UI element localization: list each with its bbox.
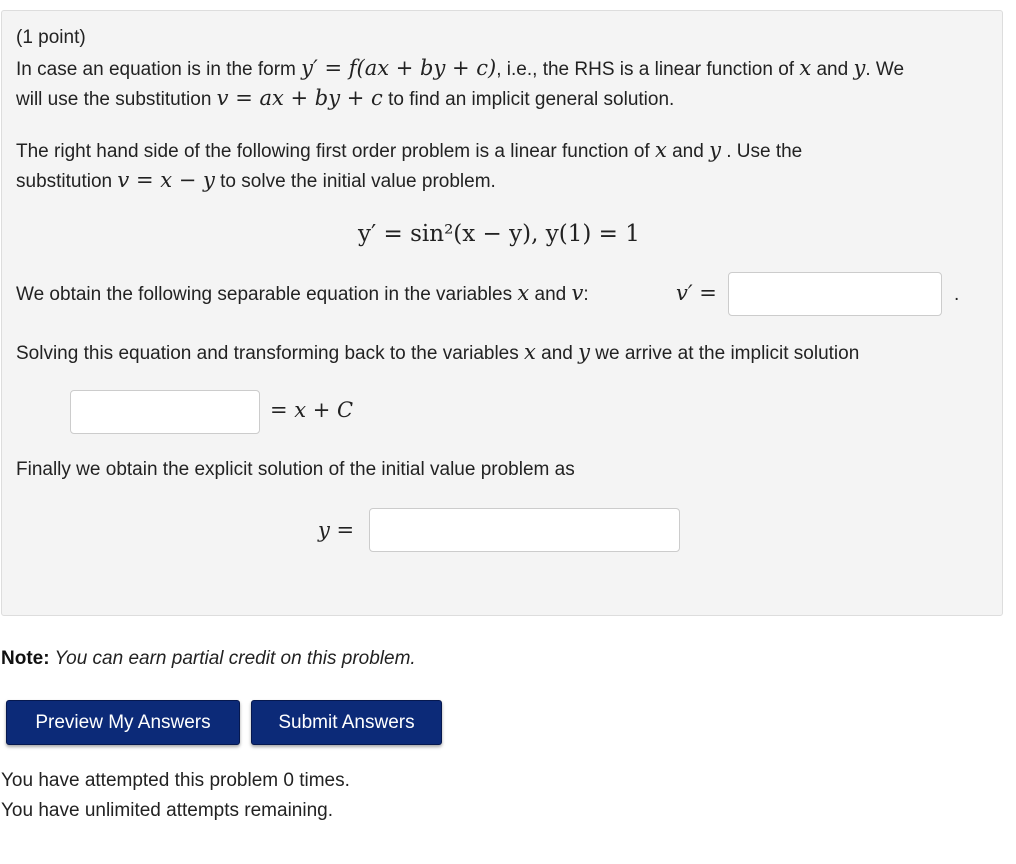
solving-var-y: y (578, 340, 591, 364)
separable-text: We obtain the following separable equation in the variables (16, 284, 518, 305)
note-text: You can earn partial credit on this problem. (49, 648, 416, 669)
preview-answers-button[interactable]: Preview My Answers (6, 700, 240, 745)
intro-text-a: In case an equation is in the form (16, 59, 302, 80)
finally-text: Finally we obtain the explicit solution of the initial value problem as (16, 459, 575, 480)
answer-input-2[interactable] (70, 390, 260, 434)
intro-line-2 (16, 83, 674, 115)
solving-var-x: x (524, 340, 536, 364)
para-text-b: . Use the (720, 141, 803, 162)
attempts-status: You have attempted this problem 0 times. (1, 770, 350, 791)
solving-line (16, 337, 859, 369)
solving-text-a: Solving this equation and transforming back to the variables (16, 343, 525, 364)
remaining-status: You have unlimited attempts remaining. (1, 800, 333, 821)
partial-credit-note (1, 648, 416, 670)
para-var-y: y (709, 138, 721, 162)
answer-input-3[interactable] (369, 508, 680, 552)
separable-lhs: v′ = (676, 281, 717, 305)
intro-var-y: y (853, 56, 866, 80)
separable-text-and: and (529, 284, 572, 305)
para-line-1 (16, 135, 802, 167)
separable-colon: : (583, 284, 589, 305)
intro-substitution: v = ax + by + c (216, 86, 383, 110)
problem-points: (1 point) (16, 27, 86, 48)
separable-var-x: x (517, 281, 530, 305)
para-substitution: v = x − y (117, 168, 215, 192)
implicit-rhs: = x + C (270, 398, 354, 422)
para-line-2 (16, 165, 496, 197)
solving-text-and: and (535, 343, 579, 364)
para-var-x: x (654, 138, 667, 162)
intro-line-1 (16, 53, 904, 85)
para-text-2b: to solve the initial value problem. (214, 171, 496, 192)
intro-text-2b: to find an implicit general solution. (382, 89, 675, 110)
intro-text-2a: will use the substitution (16, 89, 217, 110)
note-label: Note: (1, 648, 50, 669)
explicit-lhs: y = (318, 518, 355, 542)
para-text-and: and (666, 141, 710, 162)
answer-input-1[interactable] (728, 272, 942, 316)
intro-equation: y′ = f(ax + by + c) (301, 56, 497, 80)
separable-period: . (954, 284, 960, 305)
separable-var-v: v (571, 281, 584, 305)
submit-answers-button[interactable]: Submit Answers (251, 700, 442, 745)
separable-line (16, 278, 589, 310)
display-equation: y′ = sin²(x − y), y(1) = 1 (358, 221, 640, 247)
intro-text-b: , i.e., the RHS is a linear function of (496, 59, 800, 80)
intro-var-x: x (799, 56, 812, 80)
solving-text-b: we arrive at the implicit solution (590, 343, 860, 364)
para-text-2a: substitution (16, 171, 118, 192)
intro-text-c: . We (865, 59, 905, 80)
intro-text-and: and (811, 59, 854, 80)
para-text-a: The right hand side of the following first order problem is a linear function of (16, 141, 655, 162)
